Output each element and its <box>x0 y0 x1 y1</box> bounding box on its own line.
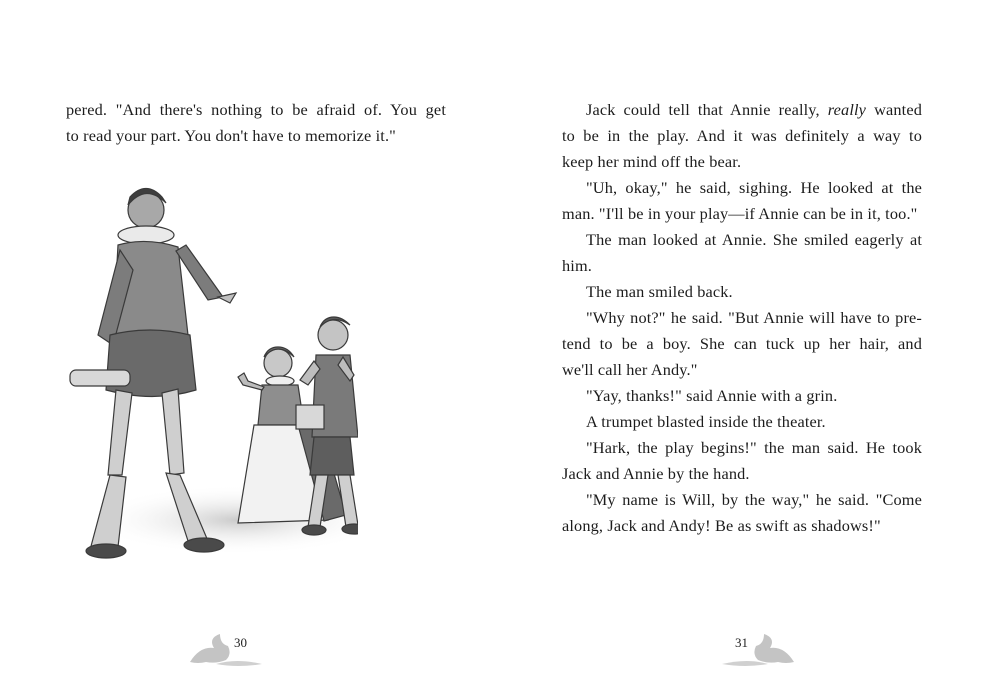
text-line: man. "I'll be in your play—if Annie can be in it, too." <box>562 204 918 223</box>
text-line: pered. "And there's nothing to be afraid of. You get <box>66 100 446 119</box>
right-page-text <box>562 97 922 539</box>
text-line: along, Jack and Andy! Be as swift as shadows!" <box>562 516 881 535</box>
left-page <box>0 0 493 684</box>
page-folio <box>186 628 266 668</box>
text-line: "Why not?" he said. "But Annie will have to pre- <box>586 308 922 327</box>
text-line: "Hark, the play begins!" the man said. He took <box>586 438 922 457</box>
text-line: we'll call her Andy." <box>562 360 698 379</box>
text-line: "My name is Will, by the way," he said. "Come <box>586 490 922 509</box>
illustration-image <box>58 175 358 575</box>
text-line: to be in the play. And it was definitely a way to <box>562 126 922 145</box>
page-number: 30 <box>234 635 247 650</box>
text-line: "Uh, okay," he said, sighing. He looked at the <box>586 178 922 197</box>
leafy-ornament-icon <box>718 628 798 668</box>
text-line: to read your part. You don't have to memorize it." <box>66 126 396 145</box>
text-line: The man looked at Annie. She smiled eagerly at <box>586 230 922 249</box>
text-line: Jack could tell that Annie really, really wanted <box>586 100 923 119</box>
right-page <box>493 0 987 684</box>
page-folio <box>718 628 798 668</box>
text-line: "Yay, thanks!" said Annie with a grin. <box>586 386 838 405</box>
text-line: keep her mind off the bear. <box>562 152 742 171</box>
page-number: 31 <box>735 635 748 650</box>
text-line: The man smiled back. <box>586 282 733 301</box>
text-line: A trumpet blasted inside the theater. <box>586 412 826 431</box>
text-line: tend to be a boy. She can tuck up her hair, and <box>562 334 922 353</box>
text-line: him. <box>562 256 592 275</box>
emphasis-text: really <box>827 100 867 119</box>
left-page-text <box>66 97 446 149</box>
leafy-ornament-icon <box>186 628 266 668</box>
text-line: Jack and Annie by the hand. <box>562 464 750 483</box>
